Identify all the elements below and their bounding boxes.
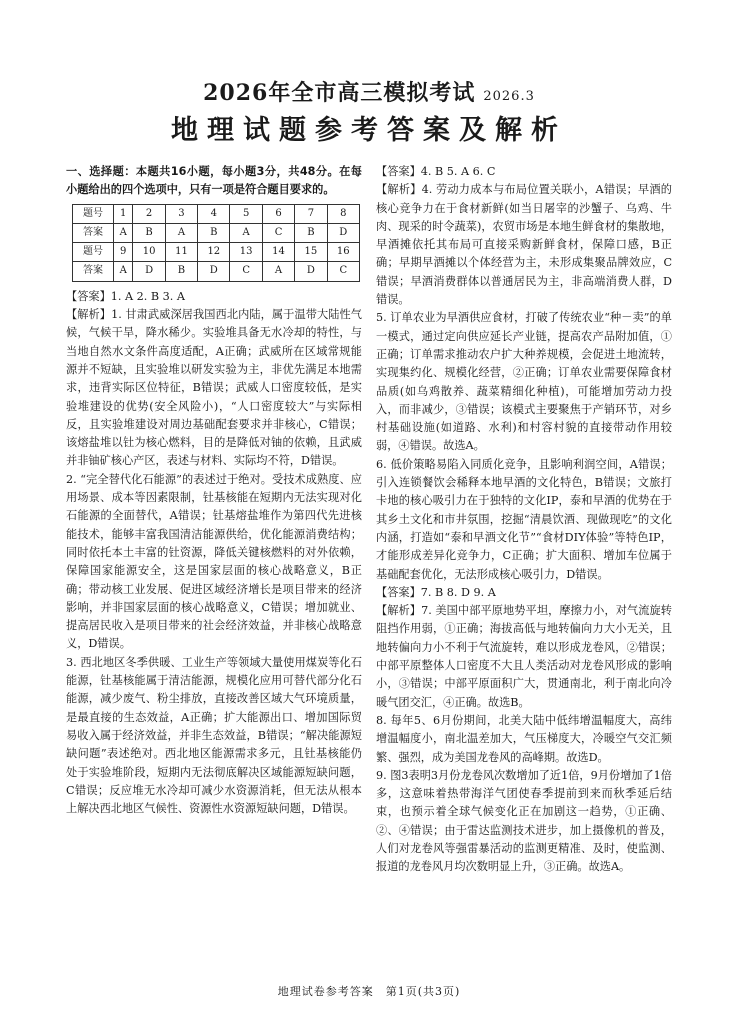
table-cell: D [295,262,327,281]
table-cell: D [327,223,359,242]
table-cell: 14 [262,243,294,262]
table-cell: 4 [198,204,230,223]
document-subtitle: 地理试题参考答案及解析 [171,115,567,146]
exam-title-main: 2026年全市高三模拟考试 [203,80,476,106]
analysis-q2: 2. “完全替代化石能源”的表述过于绝对。受技术成熟度、应用场景、成本等因素限制，钍基核能在短期内无法实现对化石能源的全面替代，A错误；钍基熔盐堆作为第四代先进核能技术，能够丰富我国清洁能源供给，优化能源消费结构；同时依托本土丰富的钍资源，降低关键核燃料的对外依赖，保障国家能源安全，这是国家层面的核心战略意义，B正确；带动核工业发展、促进区域经济增长是项目带来的经济影响，并非国家层面的核心战略意义，C错误；增加就业、提高居民收入是项目带来的社会经济效益，并非核心战略意义，D错误。 [66,472,362,651]
table-cell: 15 [295,243,327,262]
table-cell: 11 [165,243,197,262]
analysis-q6: 6. 低价策略易陷入同质化竞争，且影响利润空间，A错误；引入连锁餐饮会稀释本地早酒的文化特色，B错误；文旅打卡地的核心吸引力在于独特的文化IP，泰和早酒的优势在于其乡土文化和市井氛围，挖掘“清晨饮酒、现做现吃”的文化内涵，打造如“泰和早酒文化节”“食材DIY体验”等特色IP，才能形成差异化竞争力，C正确；扩大面积、增加车位属于基础配套优化，无法形成核心吸引力，D错误。 [376,457,672,581]
table-cell: 3 [165,204,197,223]
section-heading [66,163,362,200]
analysis-q4: 【解析】4. 劳动力成本与布局位置关联小，A错误；早酒的核心竞争力在于食材新鲜(如当日屠宰的沙蟹子、乌鸡、牛肉、现采的时令蔬菜)，农贸市场是本地生鲜食材的集散地，早酒摊依托其布局可直接采购新鲜食材，保障口感，B正确；早期早酒摊以个体经营为主，未形成集聚品牌效应，C错误；早酒消费群体以普通居民为主，非高端消费人群，D错误。 [376,183,672,307]
table-cell: 6 [262,204,294,223]
table-cell: B [165,262,197,281]
analysis-q3: 3. 西北地区冬季供暖、工业生产等领域大量使用煤炭等化石能源，钍基核能属于清洁能源，规模化应用可替代部分化石能源，减少废气、粉尘排放，直接改善区域大气环境质量，是最直接的生态效益，A正确；扩大能源出口、增加国际贸易收入属于经济效益，并非生态效益，B错误；“解决能源短缺问题”表述绝对。西北地区能源需求多元，且钍基核能仍处于实验堆阶段，短期内无法彻底解决区域能源短缺问题，C错误；反应堆无水冷却可减少水资源消耗，但无法从根本上解决西北地区气候性、资源性水资源短缺问题，D错误。 [66,655,362,816]
section-heading-label: 一、选择题： [66,165,136,178]
table-cell: C [327,262,359,281]
left-column [66,163,362,818]
table-cell-header: 答案 [73,223,114,242]
table-cell: A [165,223,197,242]
table-cell: C [262,223,294,242]
table-cell: 10 [133,243,165,262]
table-cell: D [133,262,165,281]
answer-line-1-3: 【答案】1. A 2. B 3. A [66,289,185,303]
table-cell: 2 [133,204,165,223]
table-cell-header: 题号 [73,204,114,223]
analysis-q7: 【解析】7. 美国中部平原地势平坦，摩擦力小，对气流旋转阻挡作用弱，①正确；海拔高低与地转偏向力大小无关，且地转偏向力小不利于气流旋转，难以形成龙卷风，②错误；中部平原整体人口密度不大且人类活动对龙卷风形成的影响小，③错误；中部平原面积广大，贯通南北，利于南北向冷暖气团交汇，④正确。故选B。 [376,604,672,709]
table-cell: 7 [295,204,327,223]
table-cell: 1 [114,204,133,223]
exam-title [0,76,738,107]
table-cell: B [295,223,327,242]
table-cell: 9 [114,243,133,262]
table-cell: A [114,223,133,242]
table-cell: 8 [327,204,359,223]
table-row-questions-2 [73,243,360,262]
answer-table [72,204,360,282]
table-row-answers-1 [73,223,360,242]
table-cell: 5 [230,204,262,223]
page-footer: 地理试卷参考答案 第1页(共3页) [277,985,461,998]
answer-line-4-6: 【答案】4. B 5. A 6. C [376,165,496,178]
table-cell: C [230,262,262,281]
table-row-answers-2 [73,262,360,281]
analysis-q9: 9. 图3表明3月份龙卷风次数增加了近1倍，9月份增加了1倍多，这意味着热带海洋气团使春季提前到来而秋季延后结束，也预示着全球气候变化正在加剧这一趋势，①正确、②、④错误；由于雷达监测技术进步，加上摄像机的普及，人们对龙卷风等强雷暴活动的监测更精准、及时，使监测、报道的龙卷风月均次数明显上升，③正确。故选A。 [376,768,672,874]
table-cell: A [114,262,133,281]
analysis-q5: 5. 订单农业为早酒供应食材，打破了传统农业“种－卖”的单一模式，通过定向供应延长产业链，提高农产品附加值，①正确；订单需求推动农户扩大种养规模，会促进土地流转，实现集约化、规模化经营，②正确；订单农业需要保障食材品质(如乌鸡散养、蔬菜精细化种植)，可能增加劳动力投入，而非减少，③错误；该模式主要聚焦于产销环节，对乡村基础设施(如道路、水利)和村容村貌的直接带动作用较弱，④错误。故选A。 [376,311,672,453]
analysis-q8: 8. 每年5、6月份期间，北美大陆中低纬增温幅度大，高纬增温幅度小，南北温差加大，气压梯度大，冷暖空气交汇频繁、强烈，成为美国龙卷风的高峰期。故选D。 [376,713,672,764]
right-column [376,163,672,877]
table-cell-header: 题号 [73,243,114,262]
table-cell: D [198,262,230,281]
section-heading-text: 本题共16小题，每小题3分，共48分。在每小题给出的四个选项中，只有一项是符合题目要求的。 [66,165,362,197]
answer-line-7-9: 【答案】7. B 8. D 9. A [376,585,496,599]
table-cell: A [230,223,262,242]
table-cell: 16 [327,243,359,262]
table-cell: B [133,223,165,242]
analysis-q1: 【解析】1. 甘肃武威深居我国西北内陆，属于温带大陆性气候，气候干旱，降水稀少。实验堆具备无水冷却的特性，与当地自然水文条件高度适配，A正确；武威所在区域常规能源并不短缺，且实验堆以研发实验为主，非优先满足本地需求，违背实际区位特征，B错误；武威人口密度较低，是实验堆建设的优势(安全风险小)，“人口密度较大”与实际相反，且实验堆建设对周边基础配套要求并非核心，C错误；该熔盐堆以钍为核心燃料，目的是降低对铀的依赖，且武威并非铀矿核心产区，表述与材料、实际均不符，D错误。 [66,308,362,468]
table-row-questions-1 [73,204,360,223]
table-cell-header: 答案 [73,262,114,281]
table-cell: 13 [230,243,262,262]
exam-date: 2026.3 [483,89,535,104]
table-cell: A [262,262,294,281]
table-cell: B [198,223,230,242]
table-cell: 12 [198,243,230,262]
